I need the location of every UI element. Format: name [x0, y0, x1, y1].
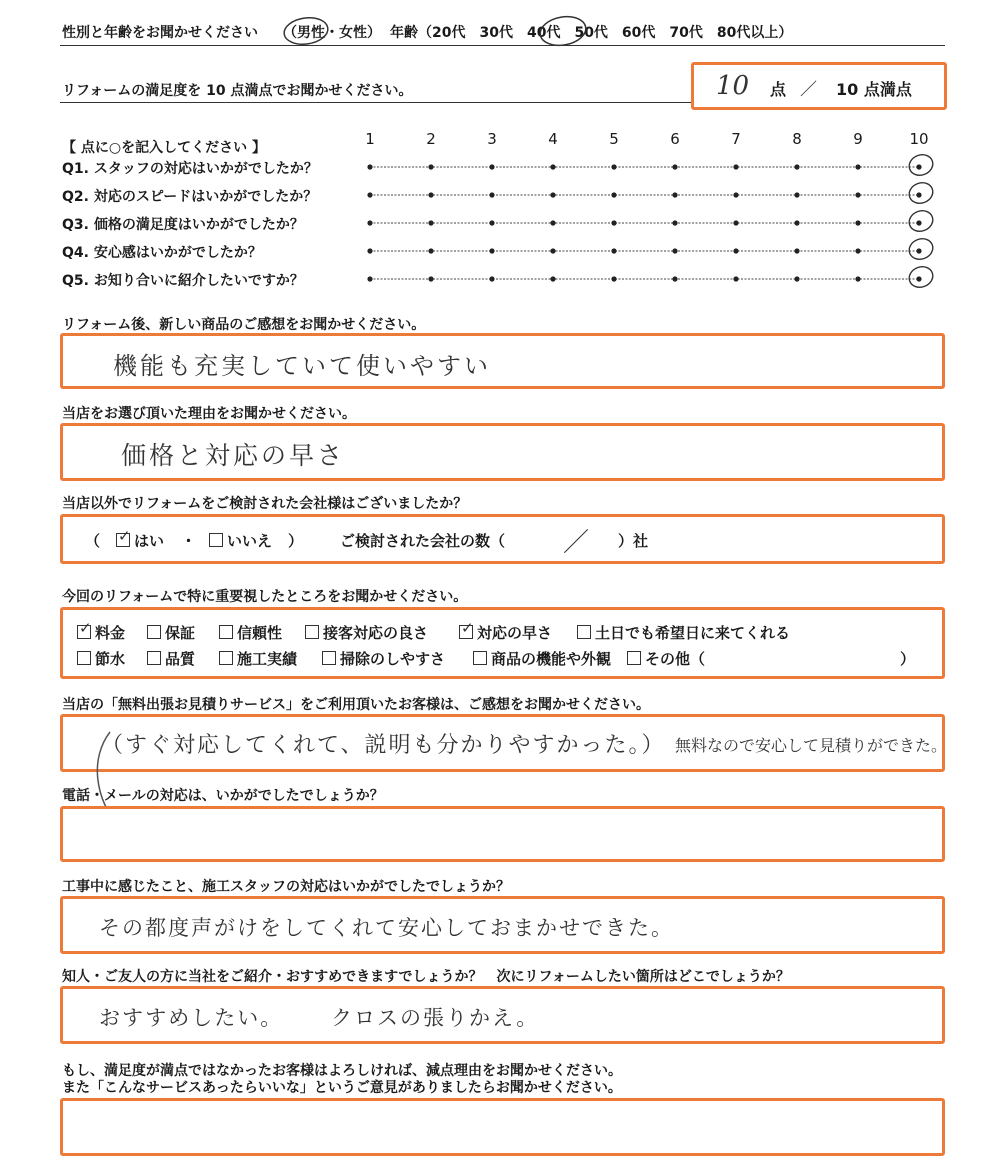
rating-point: [794, 164, 799, 169]
priority-checkbox[interactable]: [305, 625, 319, 639]
others-no-label: いいえ: [227, 532, 273, 550]
gender-circle-mark: [280, 14, 340, 48]
rating-point: [611, 164, 616, 169]
estimate-question: 当店の「無料出張お見積りサービス」をご利用頂いたお客様は、ご感想をお聞かせください。: [62, 697, 650, 713]
priority-option[interactable]: [627, 648, 705, 669]
product-question: リフォーム後、新しい商品のご感想をお聞かせください。: [62, 317, 426, 333]
rating-point: [916, 164, 921, 169]
priority-checkbox[interactable]: [147, 625, 161, 639]
rating-point: [428, 220, 433, 225]
rating-point: [428, 276, 433, 281]
rating-point: [367, 220, 372, 225]
priority-option-label: 掃除のしやすさ: [340, 650, 446, 668]
others-separator: ・: [181, 532, 197, 550]
others-yes-option[interactable]: [116, 527, 165, 551]
rating-point: [794, 276, 799, 281]
rating-point: [367, 164, 372, 169]
recommend-answer-1: おすすめしたい。: [99, 1006, 284, 1030]
reason-question: 当店をお選び頂いた理由をお聞かせください。: [62, 406, 356, 422]
rating-point: [916, 192, 921, 197]
scale-number: 9: [853, 130, 863, 148]
priority-option[interactable]: [459, 619, 553, 643]
satisfaction-rule: [60, 102, 692, 103]
priority-option-label: 対応の早さ: [477, 624, 553, 642]
rating-point: [611, 276, 616, 281]
rating-point: [794, 248, 799, 253]
rating-question-label: Q4. 安心感はいかがでしたか？: [62, 245, 262, 261]
others-count-label: ご検討された会社の数（: [340, 532, 506, 550]
satisfaction-slash: ／: [800, 80, 817, 100]
rating-point: [550, 164, 555, 169]
rating-point: [672, 220, 677, 225]
priority-option[interactable]: [77, 619, 126, 643]
rating-point: [733, 164, 738, 169]
rating-point: [611, 192, 616, 197]
rating-point: [733, 220, 738, 225]
others-no-option[interactable]: [209, 530, 272, 551]
scale-number: 4: [548, 130, 558, 148]
priority-option[interactable]: [219, 648, 297, 669]
priority-checkbox[interactable]: [322, 651, 336, 665]
satisfaction-unit: 点: [770, 80, 787, 99]
construction-answer: その都度声がけをしてくれて安心しておまかせできた。: [99, 916, 674, 940]
improve-answer-box[interactable]: [60, 1098, 945, 1156]
others-question: 当店以外でリフォームをご検討された会社様はございましたか？: [62, 496, 468, 512]
priority-option-label: 土日でも希望日に来てくれる: [595, 624, 791, 642]
priority-tick: ✓: [79, 619, 92, 637]
rating-selected-circle: [906, 207, 935, 234]
rating-point: [733, 248, 738, 253]
scale-number: 5: [609, 130, 619, 148]
rating-point: [672, 248, 677, 253]
rating-point: [367, 276, 372, 281]
rating-point: [855, 248, 860, 253]
rating-scale-line[interactable]: [365, 264, 965, 294]
rating-point: [855, 164, 860, 169]
improve-question-2: また「こんなサービスあったらいいな」というご意見がありましたらお聞かせください。: [62, 1080, 622, 1096]
priority-option[interactable]: [577, 622, 790, 643]
construction-answer-box[interactable]: [60, 896, 945, 954]
age-options[interactable]: 年齢（20代 30代 40代 50代 60代 70代 80代以上）: [390, 25, 793, 41]
priority-checkbox[interactable]: [473, 651, 487, 665]
phone-answer-box[interactable]: [60, 806, 945, 862]
rating-point: [550, 248, 555, 253]
rating-point: [855, 276, 860, 281]
satisfaction-max: 10 点満点: [836, 80, 912, 99]
others-count-value[interactable]: ／: [563, 528, 590, 558]
others-no-checkbox[interactable]: [209, 533, 223, 547]
scale-number: 10: [909, 130, 929, 148]
gender-label: 性別と年齢をお聞かせください: [62, 25, 258, 41]
others-yes-tick: ✓: [118, 527, 131, 545]
rating-point: [855, 192, 860, 197]
rating-point: [489, 192, 494, 197]
priority-option-label: 施工実績: [237, 650, 298, 668]
priority-answer-box: [60, 607, 945, 679]
rating-point: [367, 192, 372, 197]
rating-scale-line[interactable]: [365, 236, 965, 266]
rating-point: [672, 276, 677, 281]
rating-point: [672, 192, 677, 197]
satisfaction-score-box[interactable]: [691, 62, 947, 110]
priority-option[interactable]: [305, 622, 428, 643]
recommend-answer-2: クロスの張りかえ。: [331, 1006, 540, 1030]
priority-other-close: ）: [900, 650, 916, 668]
priority-checkbox[interactable]: [147, 651, 161, 665]
priority-checkbox[interactable]: [219, 651, 233, 665]
priority-option[interactable]: [473, 648, 611, 669]
priority-checkbox[interactable]: [77, 619, 92, 639]
rating-scale-line[interactable]: [365, 180, 965, 210]
rating-point: [428, 248, 433, 253]
product-answer-box[interactable]: [60, 333, 945, 389]
rating-point: [916, 248, 921, 253]
rating-instruction: 【 点に○を記入してください 】: [62, 140, 266, 156]
rating-question-label: Q5. お知り合いに紹介したいですか？: [62, 273, 304, 289]
others-yes-label: はい: [134, 532, 165, 550]
rating-point: [733, 192, 738, 197]
rating-point: [794, 220, 799, 225]
scale-number: 7: [731, 130, 741, 148]
rating-point: [489, 164, 494, 169]
header-rule: [60, 45, 945, 46]
others-open-paren: （: [85, 532, 101, 550]
construction-question: 工事中に感じたこと、施工スタッフの対応はいかがでしたでしょうか？: [62, 879, 510, 895]
rating-selected-circle: [906, 179, 935, 206]
priority-checkbox[interactable]: [219, 625, 233, 639]
priority-checkbox[interactable]: [577, 625, 591, 639]
priority-option-label: 商品の機能や外観: [491, 650, 612, 668]
priority-tick: ✓: [461, 619, 474, 637]
rating-point: [367, 248, 372, 253]
rating-point: [916, 276, 921, 281]
reason-answer: 価格と対応の早さ: [121, 441, 346, 470]
rating-point: [733, 276, 738, 281]
priority-option-label: 信頼性: [237, 624, 283, 642]
others-close-paren: ）: [288, 532, 304, 550]
others-yes-checkbox[interactable]: [116, 527, 131, 547]
priority-checkbox[interactable]: [627, 651, 641, 665]
priority-option-label: その他（: [645, 650, 706, 668]
others-count-suffix: ）社: [618, 532, 649, 550]
rating-point: [611, 248, 616, 253]
rating-point: [855, 220, 860, 225]
priority-option[interactable]: [147, 622, 195, 643]
rating-point: [611, 220, 616, 225]
priority-option-label: 料金: [95, 624, 126, 642]
others-answer-box: [60, 514, 945, 564]
age-circle-mark: [535, 14, 595, 48]
rating-scale-line[interactable]: [365, 208, 965, 238]
priority-option-label: 保証: [165, 624, 196, 642]
rating-question-label: Q2. 対応のスピードはいかがでしたか？: [62, 189, 318, 205]
priority-checkbox[interactable]: [77, 651, 91, 665]
scale-number: 8: [792, 130, 802, 148]
scale-number: 6: [670, 130, 680, 148]
rating-point: [489, 276, 494, 281]
rating-scale-line[interactable]: [365, 152, 965, 182]
rating-point: [428, 164, 433, 169]
improve-question-1: もし、満足度が満点ではなかったお客様はよろしければ、減点理由をお聞かせください。: [62, 1063, 622, 1079]
priority-option-label: 接客対応の良さ: [323, 624, 429, 642]
rating-selected-circle: [906, 235, 935, 262]
rating-selected-circle: [906, 263, 935, 290]
priority-question: 今回のリフォームで特に重要視したところをお聞かせください。: [62, 589, 468, 605]
estimate-answer-extra: 無料なので安心して見積りができた。: [675, 736, 948, 755]
reason-answer-box[interactable]: [60, 423, 945, 481]
estimate-answer-box[interactable]: [60, 714, 948, 772]
rating-point: [550, 192, 555, 197]
priority-option[interactable]: [219, 622, 282, 643]
rating-point: [428, 192, 433, 197]
estimate-answer-main: （すぐ対応してくれて、説明も分かりやすかった。）: [101, 733, 666, 758]
priority-option[interactable]: [322, 648, 445, 669]
rating-question-label: Q1. スタッフの対応はいかがでしたか？: [62, 161, 318, 177]
satisfaction-question: リフォームの満足度を 10 点満点でお聞かせください。: [62, 83, 413, 99]
rating-selected-circle: [906, 151, 935, 178]
recommend-answer-box[interactable]: [60, 986, 945, 1044]
rating-point: [550, 220, 555, 225]
scale-number: 2: [426, 130, 436, 148]
scale-number: 3: [487, 130, 497, 148]
priority-option[interactable]: [147, 648, 195, 669]
satisfaction-score: 10: [716, 71, 750, 101]
priority-option-label: 品質: [165, 650, 196, 668]
rating-point: [672, 164, 677, 169]
priority-checkbox[interactable]: [459, 619, 474, 639]
rating-point: [794, 192, 799, 197]
rating-question-label: Q3. 価格の満足度はいかがでしたか？: [62, 217, 304, 233]
phone-question: 電話・メールの対応は、いかがでしたでしょうか？: [62, 788, 384, 804]
priority-option-label: 節水: [95, 650, 126, 668]
gender-options[interactable]: （男性・女性）: [283, 25, 381, 41]
scale-number: 1: [365, 130, 375, 148]
rating-point: [550, 276, 555, 281]
rating-point: [489, 220, 494, 225]
rating-point: [916, 220, 921, 225]
rating-point: [489, 248, 494, 253]
priority-option[interactable]: [77, 648, 125, 669]
recommend-question: 知人・ご友人の方に当社をご紹介・おすすめできますでしょうか？ 次にリフォームしたい箇所はどこでしょうか？: [62, 969, 790, 985]
product-answer: 機能も充実していて使いやすい: [113, 352, 491, 380]
